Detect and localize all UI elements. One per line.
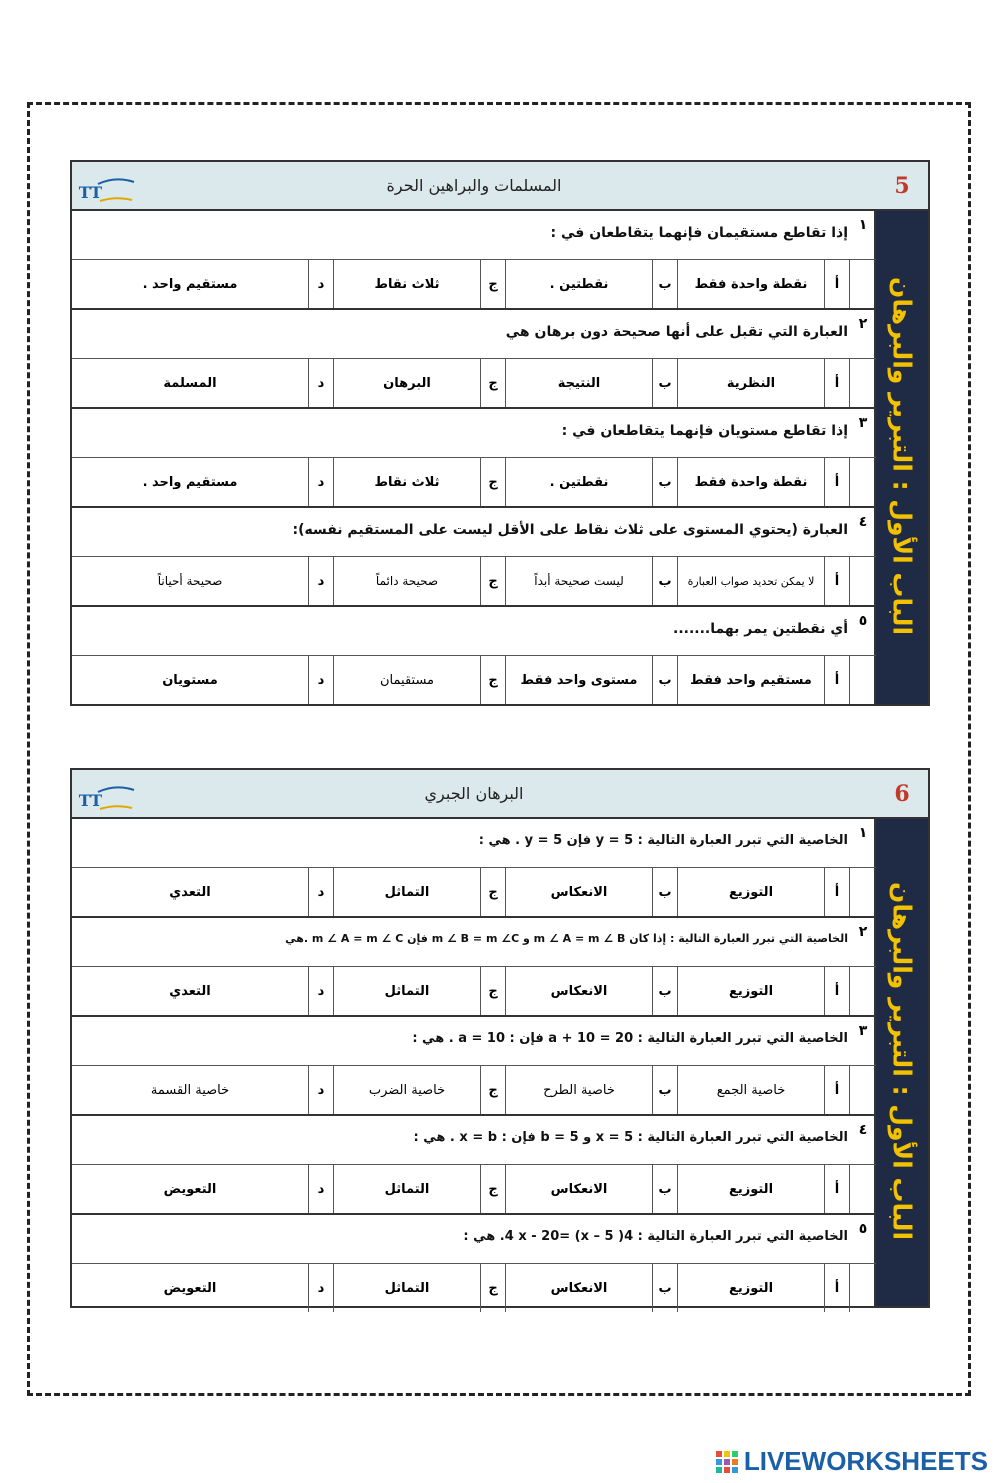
option-label-a: أ [824,557,849,605]
option-label-a: أ [824,359,849,407]
question-text: العبارة التي تقبل على أنها صحيحة دون برهان هي [505,324,848,340]
option-label-a: أ [824,1066,849,1114]
option-label-d: د [308,656,333,704]
option-label-d: د [308,557,333,605]
option-label-c: ج [480,359,505,407]
option-label-c: ج [480,967,505,1015]
answer-row [72,359,876,409]
option-label-c: ج [480,656,505,704]
option-c[interactable]: التماثل [333,1264,480,1312]
option-c[interactable]: صحيحة دائماً [333,557,480,605]
question-number: ٢ [858,316,868,332]
answer-row [72,1066,876,1116]
option-b[interactable]: خاصية الطرح [505,1066,652,1114]
question-row [72,1017,876,1066]
answer-row [72,260,876,310]
option-label-a: أ [824,260,849,308]
option-b[interactable]: نقطتين . [505,260,652,308]
question-number: ٣ [858,415,868,431]
worksheet-5 [70,160,930,706]
option-label-b: ب [652,458,677,506]
option-a[interactable]: التوزيع [677,967,824,1015]
question-number: ٥ [858,613,868,629]
svg-text:TT: TT [78,183,102,202]
question-number: ٤ [858,514,868,530]
option-d[interactable]: المسلمة [163,375,217,391]
question-text: العبارة (يحتوي المستوى على ثلاث نقاط على الأقل ليست على المستقيم نفسه): [292,522,848,538]
chapter-sidebar [874,770,928,1306]
question-number: ٣ [858,1023,868,1039]
option-b[interactable]: ليست صحيحة أبداً [505,557,652,605]
option-label-a: أ [824,1264,849,1312]
option-a[interactable]: التوزيع [677,1264,824,1312]
option-label-c: ج [480,557,505,605]
chapter-title: الباب الأول : التبرير والبرهان [887,277,917,636]
question-text: الخاصية التي تبرر العبارة التالية : إذا كان m ∠ A = m ∠ B و m ∠ B = m ∠C فإن m ∠ A = m ∠ C .هي [285,932,848,945]
option-label-c: ج [480,1165,505,1213]
option-c[interactable]: ثلاث نقاط [333,260,480,308]
option-d[interactable]: مستويان [162,672,218,688]
question-text: الخاصية التي تبرر العبارة التالية : 4( x – 5) =4 x - 20. هي : [463,1229,848,1244]
option-c[interactable]: التماثل [333,868,480,916]
option-label-c: ج [480,260,505,308]
option-label-d: د [308,868,333,916]
option-b[interactable]: الانعكاس [505,868,652,916]
chapter-sidebar [874,162,928,704]
question-number: ٢ [858,924,868,940]
question-row [72,211,876,260]
answer-row [72,1165,876,1215]
option-a[interactable]: خاصية الجمع [677,1066,824,1114]
worksheet-title: المسلمات والبراهين الحرة [386,176,562,195]
option-a[interactable]: نقطة واحدة فقط [677,260,824,308]
question-row [72,409,876,458]
option-label-c: ج [480,1066,505,1114]
option-label-c: ج [480,1264,505,1312]
question-row [72,918,876,967]
chapter-title: الباب الأول : التبرير والبرهان [887,882,917,1241]
question-row [72,607,876,656]
question-number: ٥ [858,1221,868,1237]
option-d[interactable]: التعدي [169,983,211,999]
option-label-b: ب [652,1264,677,1312]
question-number: ١ [858,825,868,841]
option-label-d: د [308,1066,333,1114]
option-b[interactable]: النتيجة [505,359,652,407]
question-text: الخاصية التي تبرر العبارة التالية : a + 10 = 20 فإن : a = 10 . هي : [412,1031,848,1046]
option-label-b: ب [652,868,677,916]
option-label-b: ب [652,656,677,704]
option-label-d: د [308,359,333,407]
option-c[interactable]: ثلاث نقاط [333,458,480,506]
worksheet-number: 5 [876,162,928,211]
option-c[interactable]: خاصية الضرب [333,1066,480,1114]
question-text: أي نقطتين يمر بهما....... [673,621,848,637]
liveworksheets-brand: LIVEWORKSHEETS [743,1446,988,1476]
teacher-logo-icon [78,784,136,812]
option-b[interactable]: نقطتين . [505,458,652,506]
option-d[interactable]: خاصية القسمة [150,1082,230,1098]
liveworksheets-logo[interactable] [716,1446,988,1477]
option-label-a: أ [824,868,849,916]
option-c[interactable]: التماثل [333,1165,480,1213]
option-b[interactable]: الانعكاس [505,967,652,1015]
option-c[interactable]: مستقيمان [333,656,480,704]
option-c[interactable]: البرهان [333,359,480,407]
option-label-a: أ [824,1165,849,1213]
option-a[interactable]: لا يمكن تحديد صواب العبارة [677,557,824,605]
question-text: الخاصية التي تبرر العبارة التالية : x = 5 و b = 5 فإن : x = b . هي : [413,1130,848,1145]
option-d[interactable]: التعويض [163,1181,217,1197]
option-a[interactable]: التوزيع [677,868,824,916]
option-a[interactable]: النظرية [677,359,824,407]
svg-text:TT: TT [78,791,102,810]
question-row [72,1116,876,1165]
worksheet-number: 6 [876,770,928,819]
question-text: الخاصية التي تبرر العبارة التالية : y = 5 فإن 5 = y . هي : [478,833,848,848]
question-text: إذا تقاطع مستقيمان فإنهما يتقاطعان في : [550,225,848,241]
option-label-d: د [308,1264,333,1312]
option-c[interactable]: التماثل [333,967,480,1015]
answer-row [72,557,876,607]
question-row [72,508,876,557]
option-b[interactable]: الانعكاس [505,1264,652,1312]
worksheet-title: البرهان الجبري [424,784,524,803]
option-d[interactable]: مستقيم واحد . [142,276,238,292]
option-b[interactable]: الانعكاس [505,1165,652,1213]
liveworksheets-blocks-icon [716,1451,738,1473]
question-text: إذا تقاطع مستويان فإنهما يتقاطعان في : [561,423,848,439]
option-label-c: ج [480,458,505,506]
teacher-logo-icon [78,176,136,204]
question-number: ٤ [858,1122,868,1138]
option-label-d: د [308,1165,333,1213]
option-d[interactable]: صحيحة أحياناً [157,574,223,588]
option-b[interactable]: مستوى واحد فقط [505,656,652,704]
option-label-d: د [308,260,333,308]
option-label-a: أ [824,967,849,1015]
option-label-b: ب [652,359,677,407]
option-a[interactable]: مستقيم واحد فقط [677,656,824,704]
option-label-b: ب [652,967,677,1015]
answer-row [72,868,876,918]
question-row [72,819,876,868]
answer-row [72,967,876,1017]
worksheet-6 [70,768,930,1308]
option-label-a: أ [824,458,849,506]
answer-row [72,656,876,704]
worksheet-header [72,770,876,819]
option-label-a: أ [824,656,849,704]
answer-row [72,1264,876,1312]
question-row [72,1215,876,1264]
option-label-b: ب [652,557,677,605]
option-label-d: د [308,458,333,506]
option-a[interactable]: نقطة واحدة فقط [677,458,824,506]
question-number: ١ [858,217,868,233]
option-d[interactable]: مستقيم واحد . [142,474,238,490]
worksheet-header [72,162,876,211]
option-label-b: ب [652,260,677,308]
option-label-b: ب [652,1066,677,1114]
option-a[interactable]: التوزيع [677,1165,824,1213]
option-d[interactable]: التعويض [163,1280,217,1296]
answer-row [72,458,876,508]
option-label-b: ب [652,1165,677,1213]
option-d[interactable]: التعدي [169,884,211,900]
option-label-d: د [308,967,333,1015]
question-row [72,310,876,359]
option-label-c: ج [480,868,505,916]
